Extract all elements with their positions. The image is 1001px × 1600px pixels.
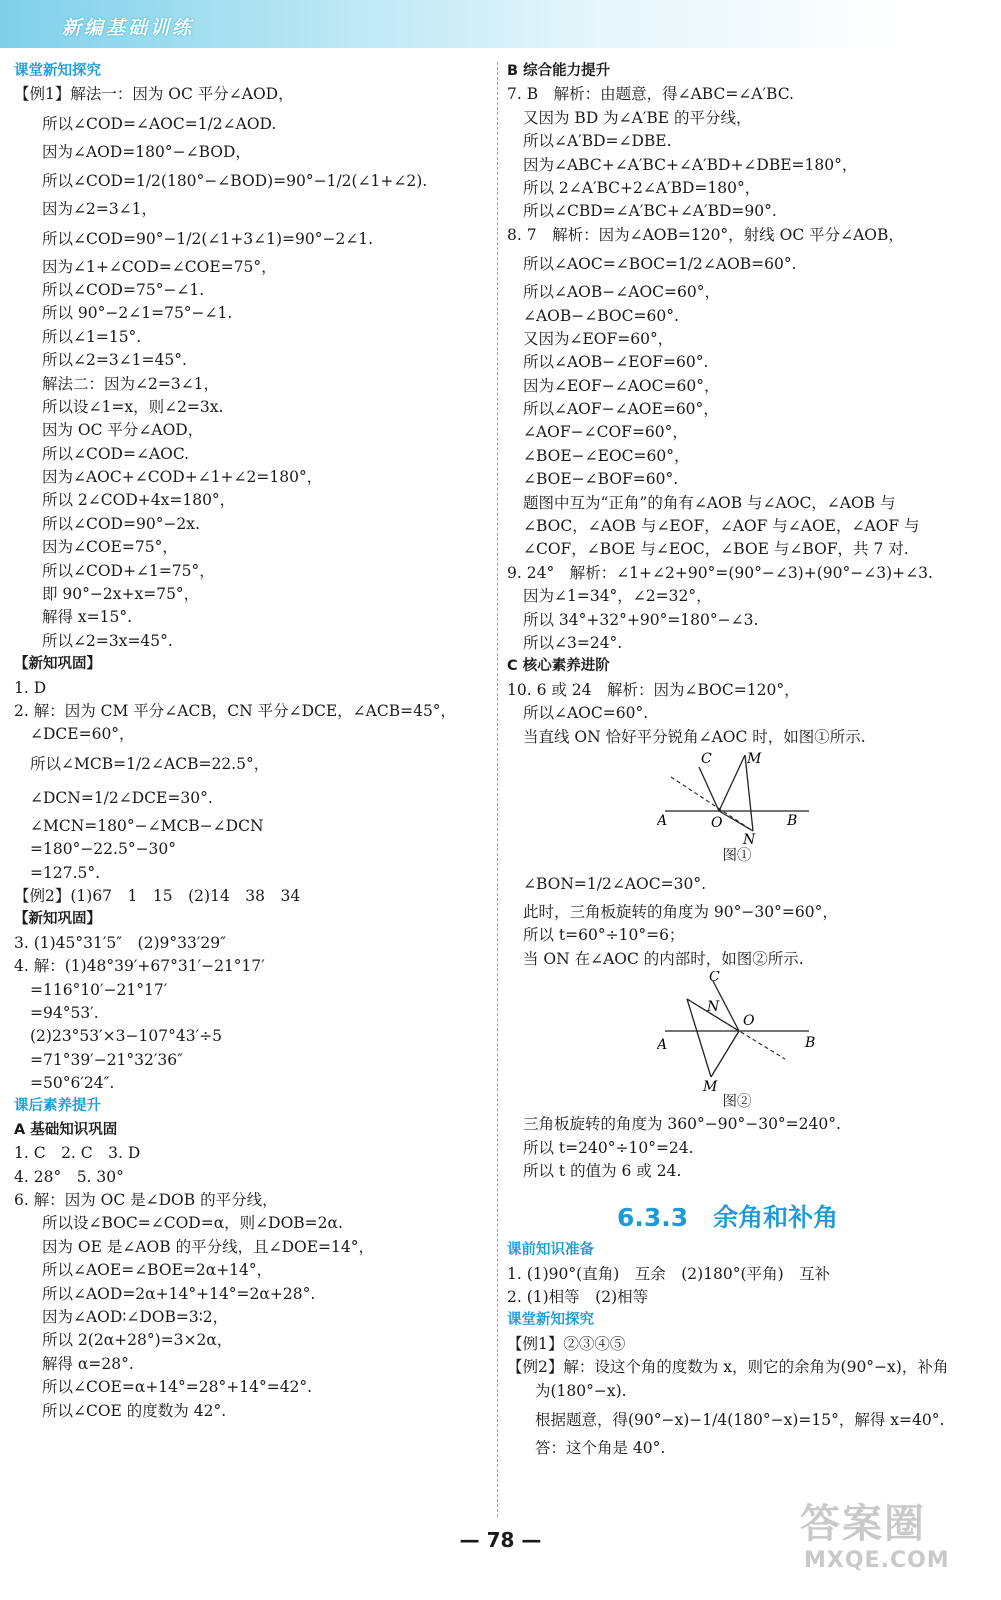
point-label: A — [657, 812, 668, 829]
text-line: 8. 7 解析：因为∠AOB=120°，射线 OC 平分∠AOB， — [507, 225, 904, 244]
text-line: 所以∠2=3x=45°. — [42, 631, 173, 650]
left-column — [14, 60, 488, 1423]
text-line: 当 ON 在∠AOC 的内部时，如图②所示. — [523, 949, 804, 968]
section-heading: 课堂新知探究 — [14, 63, 101, 79]
text-line: 解得 x=15°. — [42, 608, 133, 627]
text-line: ∠BOC，∠AOB 与∠EOF，∠AOF 与∠AOE，∠AOF 与 — [523, 517, 920, 536]
answer-line: 1. C 2. C 3. D — [14, 1144, 141, 1163]
text-line: 所以 t=60°÷10°=6； — [523, 926, 685, 945]
text-line: 解得 α=28°. — [42, 1354, 134, 1373]
text-line: =71°39′−21°32′36″ — [30, 1050, 183, 1069]
section-heading: 课后素养提升 — [14, 1098, 101, 1115]
text-line: ∠BOE−∠BOF=60°. — [523, 470, 679, 489]
text-line: 2. 解：因为 CM 平分∠ACB，CN 平分∠DCE，∠ACB=45°， — [14, 701, 457, 720]
text-line: =127.5°. — [30, 863, 101, 882]
text-line: 因为∠EOF−∠AOC=60°， — [523, 376, 720, 395]
point-label: M — [747, 750, 762, 767]
point-label: C — [701, 750, 712, 767]
point-label: B — [787, 812, 798, 829]
figure-1 — [657, 749, 817, 867]
text-line: 10. 6 或 24 解析：因为∠BOC=120°， — [507, 680, 800, 699]
figure-1-diagram — [657, 749, 817, 845]
text-line: 题图中互为“正角”的角有∠AOB 与∠AOC，∠AOB 与 — [523, 493, 896, 512]
text-line: 所以∠COD=1/2(180°−∠BOD)=90°−1/2(∠1+∠2). — [42, 172, 428, 191]
text-line: 所以∠AOD=2α+14°+14°=2α+28°. — [42, 1284, 316, 1303]
ray-oc — [699, 767, 719, 811]
text-line: 所以∠COD=∠AOC=1/2∠AOD. — [42, 114, 277, 133]
text-line: 【例1】解法一：因为 OC 平分∠AOD， — [14, 85, 294, 104]
text-line: 所以∠COD=75°−∠1. — [42, 280, 205, 299]
subsection-heading: C 核心素养进阶 — [507, 658, 610, 675]
text-line: 9. 24° 解析：∠1+∠2+90°=(90°−∠3)+(90°−∠3)+∠3. — [507, 563, 933, 582]
text-line: ∠BOE−∠EOC=60°， — [523, 446, 690, 465]
text-line: 所以 90°−2∠1=75°−∠1. — [42, 304, 233, 323]
text-line: ∠MCN=180°−∠MCB−∠DCN — [30, 816, 264, 835]
point-label: N — [707, 999, 720, 1016]
text-line: 根据题意，得(90°−x)−1/4(180°−x)=15°，解得 x=40°. — [535, 1411, 945, 1430]
text-line: =116°10′−21°17′ — [30, 980, 168, 999]
column-divider — [497, 62, 498, 1517]
answer-line: 【例1】②③④⑤ — [507, 1334, 626, 1353]
watermark-text: 答案圈 — [800, 1501, 926, 1547]
text-line: 所以 34°+32°+90°=180°−∠3. — [523, 610, 759, 629]
text-line: 所以∠AOB−∠EOF=60°. — [523, 353, 709, 372]
text-line: 所以∠COD=90°−2x. — [42, 514, 200, 533]
book-title: 新编基础训练 — [62, 17, 195, 39]
text-line: 为(180°−x). — [535, 1381, 627, 1400]
watermark-logo — [800, 1500, 990, 1590]
text-line: ∠AOB−∠BOC=60°. — [523, 306, 679, 325]
point-label: B — [805, 1035, 816, 1052]
header-band — [0, 0, 1001, 48]
subsection-heading: B 综合能力提升 — [507, 63, 611, 79]
text-line: 所以∠AOF−∠AOE=60°， — [523, 400, 719, 419]
text-line: 所以∠COE=α+14°=28°+14°=42°. — [42, 1378, 313, 1397]
text-line: 所以∠AOC=60°. — [523, 704, 649, 723]
point-label: O — [743, 1013, 755, 1030]
text-line: 所以 2∠COD+4x=180°， — [42, 491, 236, 510]
text-line: 当直线 ON 恰好平分锐角∠AOC 时，如图①所示. — [523, 727, 866, 746]
watermark-url: MXQE.COM — [804, 1548, 950, 1573]
section-heading: 课前知识准备 — [507, 1242, 594, 1259]
point-label: N — [743, 831, 756, 845]
subsection-heading: A 基础知识巩固 — [14, 1121, 118, 1138]
subsection-heading: 【新知巩固】 — [14, 656, 101, 673]
text-line: 即 90°−2x+x=75°， — [42, 585, 200, 604]
text-line: 所以∠3=24°. — [523, 633, 623, 652]
text-line: ∠DCE=60°， — [30, 725, 135, 744]
triangle-side-om — [711, 1031, 739, 1077]
text-line: 又因为∠EOF=60°， — [523, 329, 674, 348]
text-line: 所以∠COD+∠1=75°， — [42, 561, 215, 580]
text-line: 解法二：因为∠2=3∠1， — [42, 374, 220, 393]
answer-line: 1. D — [14, 678, 47, 697]
text-line: =50°6′24″. — [30, 1074, 115, 1093]
point-label: A — [657, 1037, 668, 1054]
page-number: — 78 — — [459, 1528, 542, 1552]
text-line: 答：这个角是 40°. — [535, 1439, 666, 1458]
figure-2-diagram — [657, 971, 817, 1091]
point-label: C — [709, 971, 720, 986]
right-column — [507, 60, 977, 1460]
text-line: 所以 t=240°÷10°=24. — [523, 1138, 694, 1157]
text-line: 所以设∠1=x，则∠2=3x. — [42, 397, 224, 416]
text-line: ∠BON=1/2∠AOC=30°. — [523, 874, 707, 893]
figure-2 — [657, 971, 817, 1113]
figure-caption: 图② — [722, 1094, 752, 1111]
triangle-side-om — [719, 755, 745, 811]
answer-line: 【例2】(1)67 1 15 (2)14 38 34 — [14, 886, 301, 905]
text-line: 6. 解：因为 OC 是∠DOB 的平分线， — [14, 1191, 278, 1210]
text-line: 7. B 解析：由题意，得∠ABC=∠A′BC. — [507, 85, 794, 104]
answer-line: 1. (1)90°(直角) 互余 (2)180°(平角) 互补 — [507, 1264, 831, 1283]
text-line: 因为∠2=3∠1， — [42, 200, 158, 219]
dashed-line-on — [687, 999, 785, 1059]
text-line: 所以∠2=3∠1=45°. — [42, 351, 187, 370]
text-line: 所以设∠BOC=∠COD=α，则∠DOB=2α. — [42, 1214, 343, 1233]
text-line: 又因为 BD 为∠A′BE 的平分线， — [523, 108, 752, 127]
text-line: 所以∠MCB=1/2∠ACB=22.5°， — [30, 754, 270, 773]
text-line: 因为∠ABC+∠A′BC+∠A′BD+∠DBE=180°， — [523, 155, 858, 174]
text-line: ∠DCN=1/2∠DCE=30°. — [30, 788, 213, 807]
figure-caption: 图① — [722, 847, 752, 864]
text-line: 因为∠AOD=180°−∠BOD， — [42, 142, 251, 161]
text-line: 所以 t 的值为 6 或 24. — [523, 1161, 682, 1180]
text-line: 所以∠AOB−∠AOC=60°， — [523, 283, 720, 302]
text-line: 因为∠AOC+∠COD+∠1+∠2=180°， — [42, 468, 323, 487]
text-line: 所以∠COD=∠AOC. — [42, 444, 190, 463]
text-line: 所以 2∠A′BC+2∠A′BD=180°， — [523, 178, 761, 197]
text-line: =180°−22.5°−30° — [30, 840, 177, 859]
answer-line: 4. 28° 5. 30° — [14, 1167, 124, 1186]
chapter-heading: 6.3.3 余角和补角 — [617, 1203, 839, 1233]
text-line: 【例2】解：设这个角的度数为 x，则它的余角为(90°−x)，补角 — [507, 1358, 949, 1377]
text-line: 因为 OC 平分∠AOD， — [42, 421, 204, 440]
text-line: 所以∠AOE=∠BOE=2α+14°， — [42, 1261, 273, 1280]
text-line: 所以∠COE 的度数为 42°. — [42, 1401, 227, 1420]
answer-line: 3. (1)45°31′5″ (2)9°33′29″ — [14, 933, 226, 952]
text-line: =94°53′. — [30, 1003, 99, 1022]
point-label: M — [703, 1079, 718, 1092]
section-heading: 课堂新知探究 — [507, 1312, 594, 1329]
text-line: 三角板旋转的角度为 360°−90°−30°=240°. — [523, 1115, 841, 1134]
text-line: 此时，三角板旋转的角度为 90°−30°=60°， — [523, 902, 838, 921]
text-line: 所以∠AOC=∠BOC=1/2∠AOB=60°. — [523, 255, 797, 274]
text-line: 所以∠CBD=∠A′BC+∠A′BD=90°. — [523, 202, 777, 221]
text-line: 因为∠COE=75°， — [42, 538, 178, 557]
text-line: 因为∠AOD∶∠DOB=3∶2， — [42, 1307, 229, 1326]
text-line: 因为∠1+∠COD=∠COE=75°， — [42, 257, 277, 276]
text-line: 因为 OE 是∠AOB 的平分线，且∠DOE=14°， — [42, 1237, 374, 1256]
text-line: 所以∠A′BD=∠DBE. — [523, 132, 672, 151]
text-line: 所以∠COD=90°−1/2(∠1+3∠1)=90°−2∠1. — [42, 229, 374, 248]
text-line: 因为∠1=34°，∠2=32°， — [523, 587, 712, 606]
point-label: O — [711, 814, 723, 831]
text-line: 所以∠1=15°. — [42, 327, 142, 346]
text-line: ∠AOF−∠COF=60°， — [523, 423, 688, 442]
text-line: (2)23°53′×3−107°43′÷5 — [30, 1027, 222, 1046]
text-line: 4. 解：(1)48°39′+67°31′−21°17′ — [14, 957, 265, 976]
text-line: ∠COF，∠BOE 与∠EOC，∠BOE 与∠BOF，共 7 对. — [523, 540, 909, 559]
subsection-heading: 【新知巩固】 — [14, 911, 101, 928]
answer-line: 2. (1)相等 (2)相等 — [507, 1288, 649, 1307]
text-line: 所以 2(2α+28°)=3×2α， — [42, 1331, 233, 1350]
